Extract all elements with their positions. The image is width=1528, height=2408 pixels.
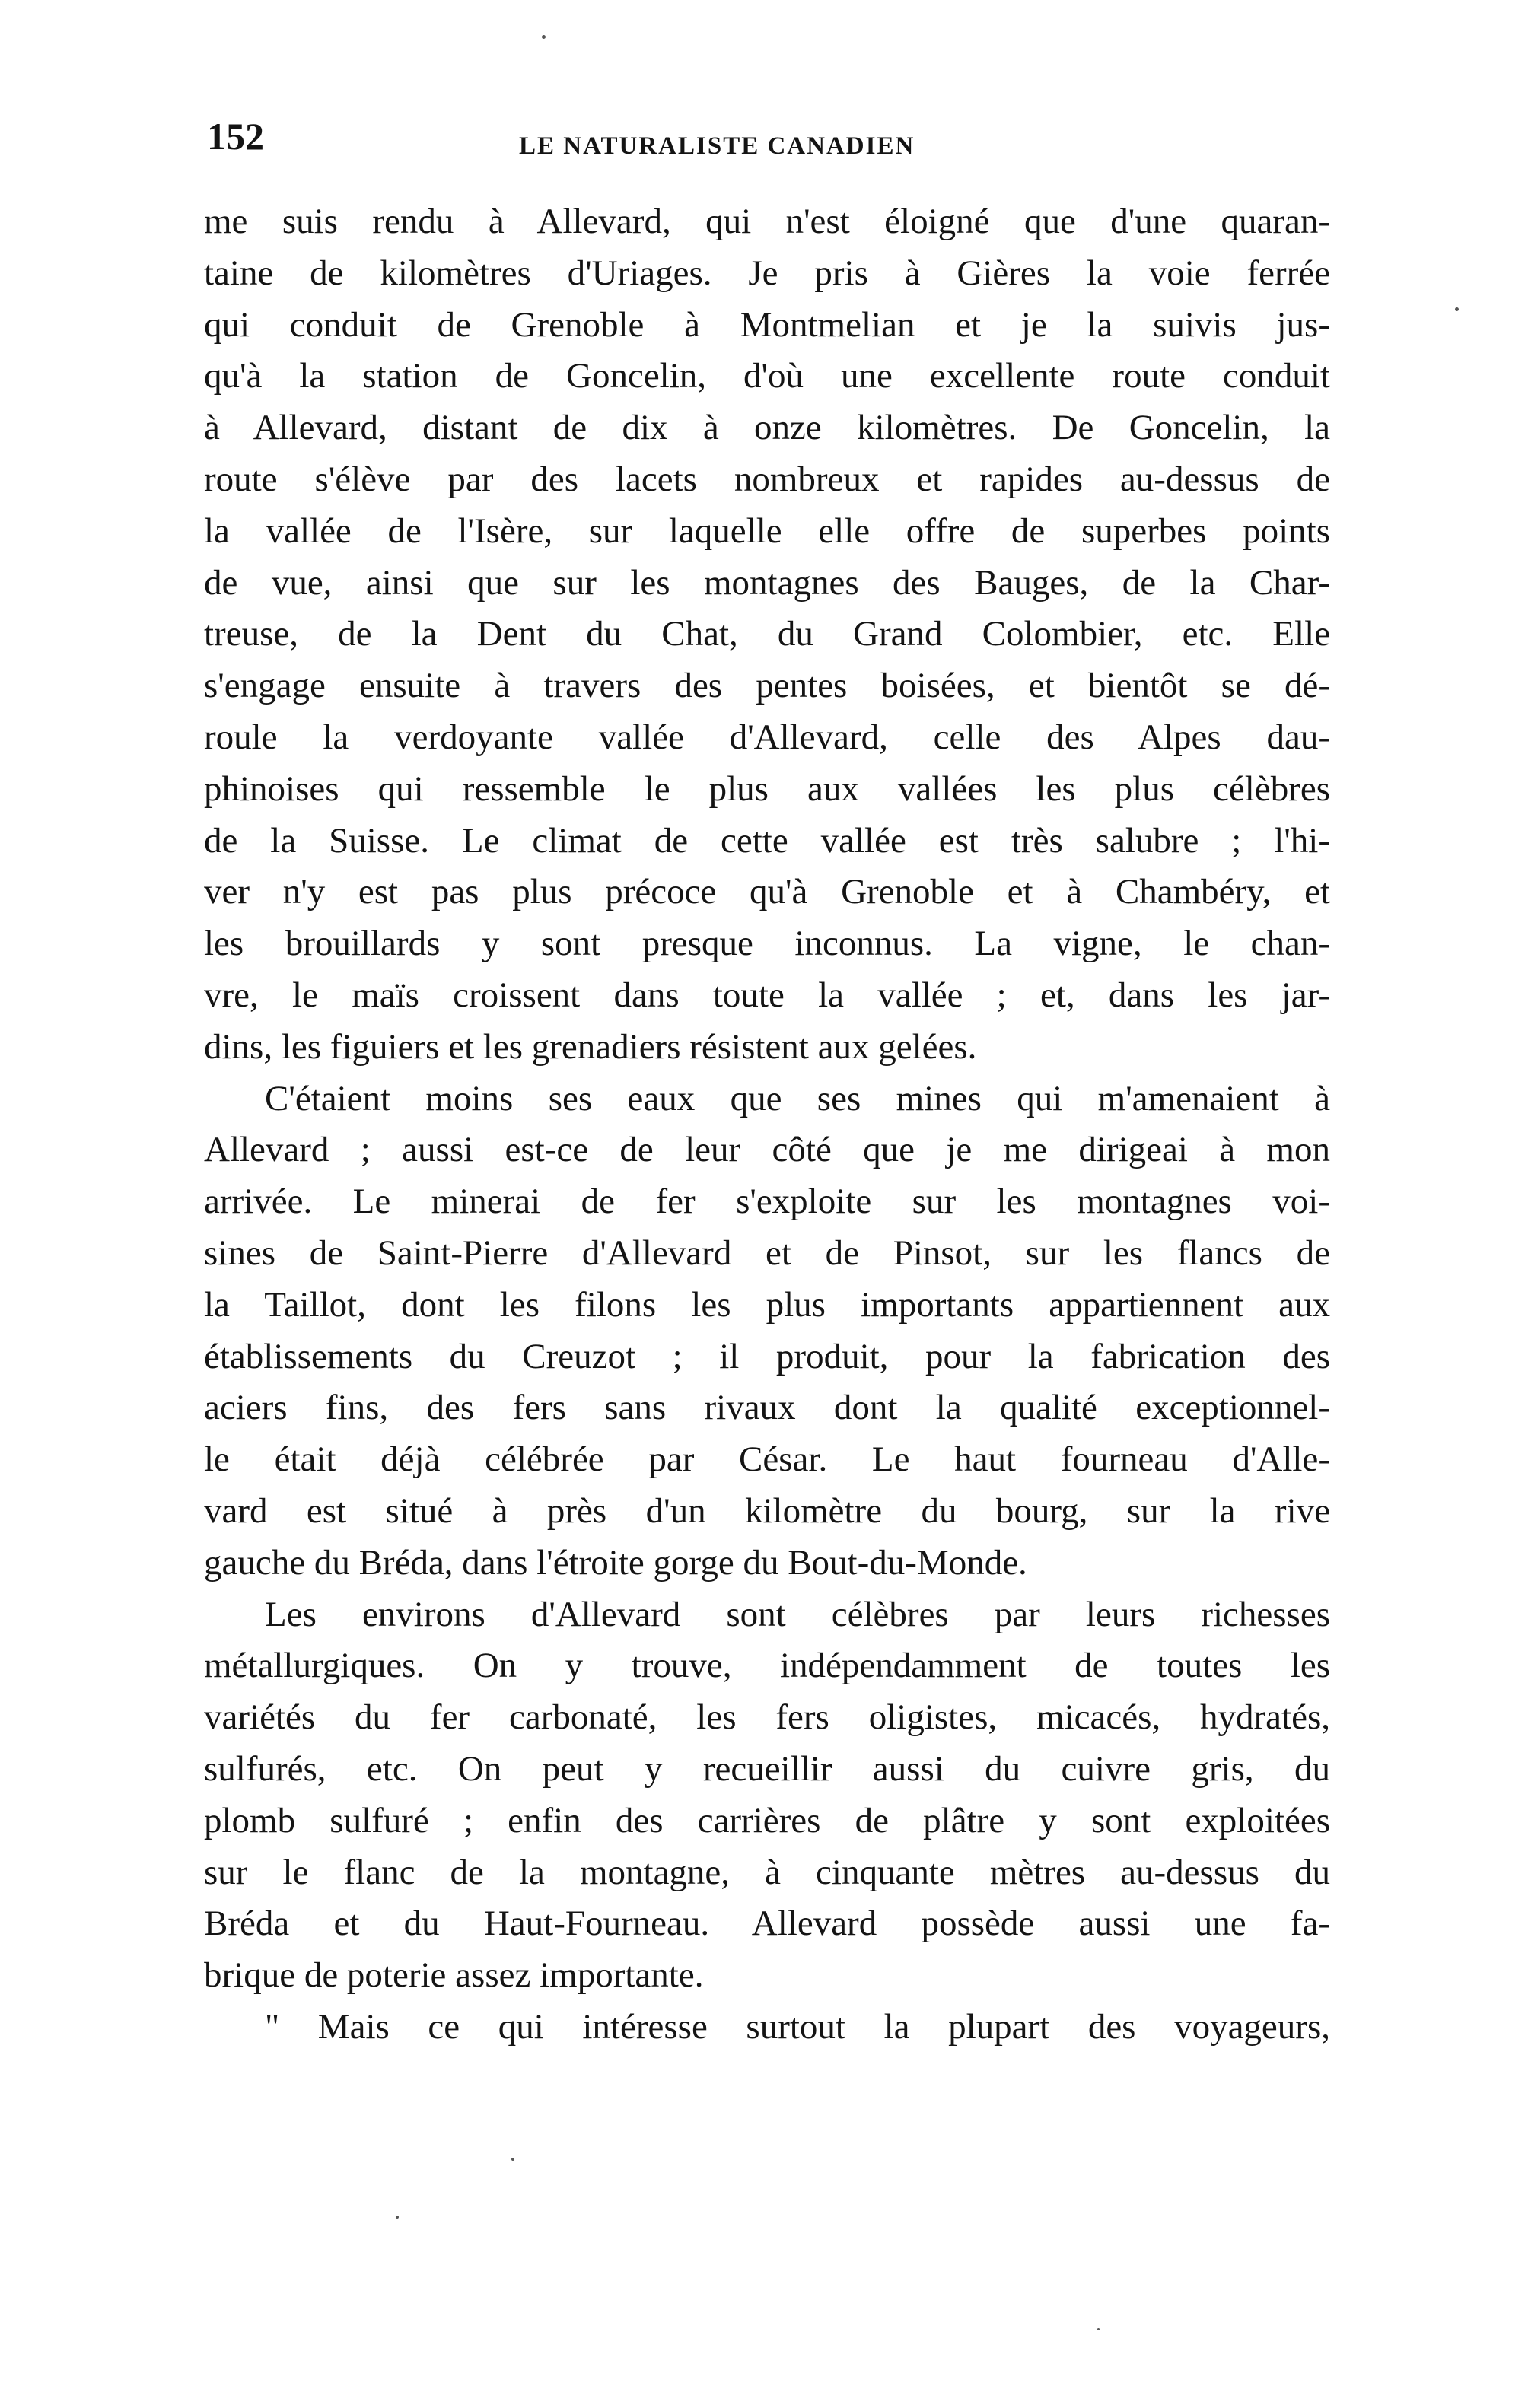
text-line: vre, le maïs croissent dans toute la vallée ; et, dans les jar-	[204, 975, 1330, 1015]
text-line: phinoises qui ressemble le plus aux vallées les plus célèbres	[204, 768, 1330, 809]
text-line: ver n'y est pas plus précoce qu'à Grenoble et à Chambéry, et	[204, 872, 1330, 912]
text-line: Allevard ; aussi est-ce de leur côté que je me dirigeai à mon	[204, 1130, 1330, 1170]
text-line: de vue, ainsi que sur les montagnes des Bauges, de la Char-	[204, 562, 1330, 603]
text-line: gauche du Bréda, dans l'étroite gorge du Bout-du-Monde.	[204, 1542, 1027, 1583]
text-line: s'engage ensuite à travers des pentes boisées, et bientôt se dé-	[204, 666, 1330, 706]
page-header	[207, 114, 1333, 167]
text-line: qu'à la station de Goncelin, d'où une excellente route conduit	[204, 356, 1330, 396]
text-line: plomb sulfuré ; enfin des carrières de plâtre y sont exploitées	[204, 1800, 1330, 1840]
text-line: vard est situé à près d'un kilomètre du bourg, sur la rive	[204, 1490, 1330, 1531]
paper-speck	[1455, 307, 1459, 311]
text-line: de la Suisse. Le climat de cette vallée est très salubre ; l'hi-	[204, 820, 1330, 860]
text-line: la Taillot, dont les filons les plus importants appartiennent aux	[204, 1284, 1330, 1325]
text-line: roule la verdoyante vallée d'Allevard, celle des Alpes dau-	[204, 717, 1330, 757]
body-text	[204, 196, 1330, 2053]
text-line: les brouillards y sont presque inconnus. La vigne, le chan-	[204, 924, 1330, 964]
text-line: C'étaient moins ses eaux que ses mines qui m'amenaient à	[265, 1078, 1330, 1118]
text-line: à Allevard, distant de dix à onze kilomètres. De Goncelin, la	[204, 408, 1330, 448]
text-line: dins, les figuiers et les grenadiers résistent aux gelées.	[204, 1026, 977, 1067]
text-line: Bréda et du Haut-Fourneau. Allevard possède aussi une fa-	[204, 1904, 1330, 1944]
text-line: sulfurés, etc. On peut y recueillir aussi du cuivre gris, du	[204, 1748, 1330, 1789]
text-line: brique de poterie assez importante.	[204, 1955, 704, 1996]
text-line: Les environs d'Allevard sont célèbres par leurs richesses	[265, 1594, 1330, 1634]
text-line: arrivée. Le minerai de fer s'exploite sur les montagnes voi-	[204, 1182, 1330, 1222]
text-line: treuse, de la Dent du Chat, du Grand Colombier, etc. Elle	[204, 614, 1330, 654]
text-line: aciers fins, des fers sans rivaux dont la qualité exceptionnel-	[204, 1388, 1330, 1428]
text-line: route s'élève par des lacets nombreux et rapides au-dessus de	[204, 459, 1330, 499]
text-line: la vallée de l'Isère, sur laquelle elle offre de superbes points	[204, 511, 1330, 551]
paper-speck	[542, 35, 546, 39]
paper-speck	[1097, 2328, 1100, 2330]
text-line: métallurgiques. On y trouve, indépendamment de toutes les	[204, 1646, 1330, 1686]
paper-speck	[396, 2216, 399, 2219]
running-title: LE NATURALISTE CANADIEN	[519, 132, 915, 160]
text-line: établissements du Creuzot ; il produit, pour la fabrication des	[204, 1336, 1330, 1376]
page-number: 152	[207, 115, 264, 157]
text-line: le était déjà célébrée par César. Le haut fourneau d'Alle-	[204, 1439, 1330, 1480]
text-line: qui conduit de Grenoble à Montmelian et je la suivis jus-	[204, 304, 1330, 345]
text-line: taine de kilomètres d'Uriages. Je pris à Gières la voie ferrée	[204, 253, 1330, 293]
text-line: " Mais ce qui intéresse surtout la plupart des voyageurs,	[265, 2006, 1330, 2047]
paper-speck	[511, 2158, 514, 2161]
text-line: me suis rendu à Allevard, qui n'est éloigné que d'une quaran-	[204, 202, 1330, 241]
text-line: sines de Saint-Pierre d'Allevard et de Pinsot, sur les flancs de	[204, 1233, 1330, 1273]
text-line: sur le flanc de la montagne, à cinquante mètres au-dessus du	[204, 1852, 1330, 1892]
text-line: variétés du fer carbonaté, les fers oligistes, micacés, hydratés,	[204, 1697, 1330, 1738]
